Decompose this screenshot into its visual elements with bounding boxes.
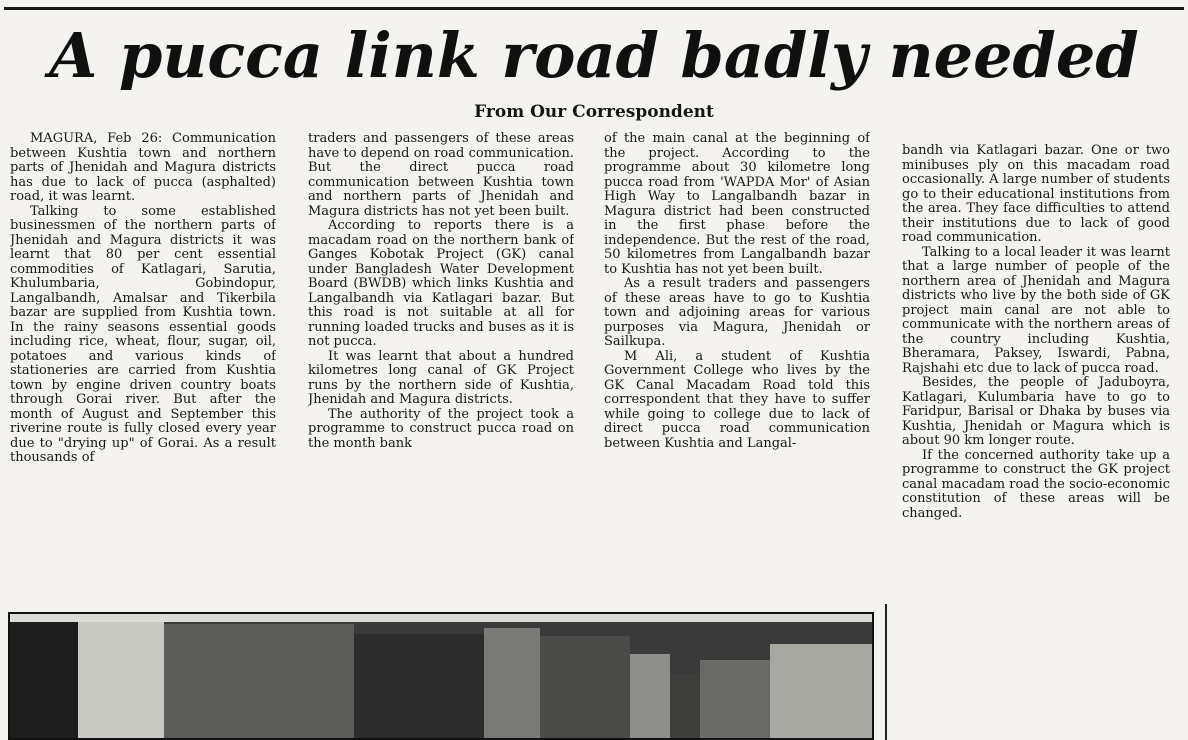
paragraph: traders and passengers of these areas have to depend on road communication. But the direct pucca road communication between Kushtia town and northern parts of Jhenidah and Magura districts has not yet been built. <box>308 132 574 219</box>
paragraph: M Ali, a student of Kushtia Government College who lives by the GK Canal Macadam Road told this correspondent that they have to suffer while going to college due to lack of direct pucca road communication between Kushtia and Langal- <box>604 348 870 451</box>
headline: A pucca link road badly needed <box>49 19 1139 92</box>
paragraph: bandh via Katlagari bazar. One or two minibuses ply on this macadam road occasionally. A large number of students go to their educational institutions from the area. They face difficulties to attend their institutions due to lack of good road communication. <box>902 144 1170 245</box>
news-photo <box>8 612 874 740</box>
article-column-4 <box>902 144 1170 740</box>
top-rule <box>4 7 1184 10</box>
paragraph: of the main canal at the beginning of the project. According to the programme about 30 kilometre long pucca road from 'WAPDA Mor' of Asian High Way to Langalbandh bazar in Magura district had been constructed in the first phase before the independence. But the rest of the road, 50 kilometres from Langalbandh bazar to Kushtia has not yet been built. <box>604 132 870 277</box>
paragraph: The authority of the project took a programme to construct pucca road on the month bank <box>308 406 574 451</box>
paragraph: If the concerned authority take up a programme to construct the GK project canal macadam road the socio-economic constitution of these areas will be changed. <box>902 447 1170 521</box>
byline: From Our Correspondent <box>474 102 714 122</box>
paragraph: According to reports there is a macadam road on the northern bank of Ganges Kobotak Project (GK) canal under Bangladesh Water Development Board (BWDB) which links Kushtia and Langalbandh via Katlagari bazar. But this road is not suitable at all for running loaded trucks and buses as it is not pucca. <box>308 218 574 349</box>
paragraph: It was learnt that about a hundred kilometres long canal of GK Project runs by the northern side of Kushtia, Jhenidah and Magura districts. <box>308 348 574 407</box>
paragraph: Talking to a local leader it was learnt that a large number of people of the northern area of Jhenidah and Magura districts who live by the both side of GK project main canal are not able to communicate with the northern areas of the country including Kushtia, Bheramara, Paksey, Iswardi, Pabna, Rajshahi etc due to lack of pucca road. <box>902 244 1170 376</box>
paragraph: MAGURA, Feb 26: Communication between Kushtia town and northern parts of Jhenidah and Magura districts has due to lack of pucca (asphalted) road, it was learnt. <box>10 132 276 204</box>
article-column-3 <box>604 132 870 606</box>
photo-scene <box>10 614 872 738</box>
paragraph: Talking to some established businessmen of the northern parts of Jhenidah and Magura districts it was learnt that 80 per cent essential commodities of Katlagari, Sarutia, Khulumbaria, Gobindopur, Langalbandh, Amalsar and Tikerbila bazar are supplied from Kushtia town. In the rainy seasons essential goods including rice, wheat, flour, sugar, oil, potatoes and various kinds of stationeries are carried from Kushtia town by engine driven country boats through Gorai river. But after the month of August and September this riverine route is fully closed every year due to "drying up" of Gorai. As a result thousands of <box>10 203 276 465</box>
paragraph: Besides, the people of Jaduboyra, Katlagari, Kulumbaria have to go to Faridpur, Barisal or Dhaka by buses via Kushtia, Jhenidah or Magura which is about 90 km longer route. <box>902 375 1170 448</box>
paragraph: As a result traders and passengers of these areas have to go to Kushtia town and adjoining areas for various purposes via Magura, Jhenidah or Sailkupa. <box>604 276 870 349</box>
article-column-2 <box>308 132 574 604</box>
article-column-1 <box>10 132 276 600</box>
column-divider <box>885 604 887 740</box>
